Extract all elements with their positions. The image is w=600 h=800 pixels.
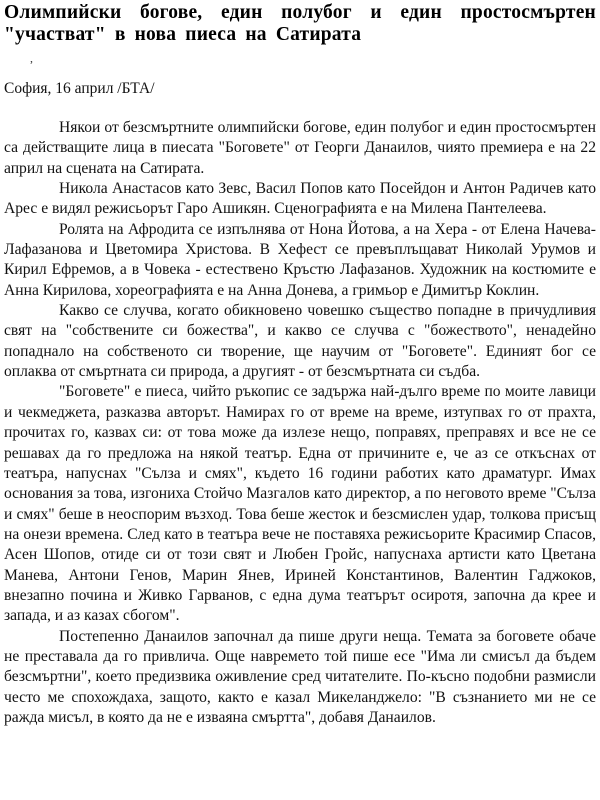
paragraph-1: Някои от безсмъртните олимпийски богове, един полубог и един простосмъртен са действащите лица в пиесата "Боговете" от Георги Данаилов, чиято премиера е на 22 април на сцената на Сатирата. [4, 119, 596, 177]
article-title: Олимпийски богове, един полубог и един простосмъртен "участват" в нова пиеса на Сатирата [4, 2, 596, 45]
paragraph-5: "Боговете" е пиеса, чийто ръкопис се задържа най-дълго време по моите лавици и чекмеджета, разказва авторът. Намирах го от време на време, изтупвах го от прахта, прочитах го, казвах си: от това може да излезе нещо, поправях, преправях и все не се решавах да го предложа на някой театър. Една от причините е, че аз се откъснах от театъра, напуснах "Сълза и смях", където 16 години работих като драматург. Имах основания за това, изгониха Стойчо Мазгалов като директор, а по неговото време "Сълза и смях" беше в неоспорим възход. Това беше жесток и безсмислен удар, толкова присъщ на онези времена. След като в театъра вече не поставяха режисьорите Красимир Спасов, Асен Шопов, отиде си от този свят и Любен Гройс, напуснаха артисти като Цветана Манева, Антони Генов, Марин Янев, Ириней Константинов, Валентин Гаджоков, внезапно почина и Живко Гарванов, с една дума театърът осиротя, започна да крее и запада, и аз казах сбогом". [4, 383, 596, 625]
paragraph-4: Какво се случва, когато обикновено човешко същество попадне в причудливия свят на "собствените си божества", и какво се случва с "божеството", ненадейно попаднало на собственото си творение, ще научим от "Боговете". Единият бог се оплаква от смъртната си природа, а другият - от безсмъртната си съдба. [4, 302, 596, 381]
paragraph-2: Никола Анастасов като Зевс, Васил Попов като Посейдон и Антон Радичев като Арес е видял режисьорът Гаро Ашикян. Сценографията е на Милена Пантелеева. [4, 180, 596, 218]
paragraph-3: Ролята на Афродита се изпълнява от Нона Йотова, а на Хера - от Елена Начева-Лафазанова и Цветомира Христова. В Хефест се превъплъщават Николай Урумов и Кирил Ефремов, а в Човека - естествено Кръстю Лафазанов. Художник на костюмите е Анна Кирилова, хореографията е на Анна Донева, а гримьор е Димитър Коклин. [4, 220, 596, 299]
dateline: София, 16 април /БТА/ [4, 80, 155, 97]
stray-mark: , [30, 51, 33, 65]
document-page [4, 2, 596, 46]
paragraph-6: Постепенно Данаилов започнал да пише други неща. Темата за боговете обаче не преставала да го привлича. Още навремето той пише есе "Има ли смисъл да бъдем безсмъртни", което предизвика оживление сред читателите. По-късно подобни размисли често ме спохождаха, защото, както е казал Микеланджело: "В съзнанието ми не се ражда мисъл, в която да не е изваяна смъртта", добавя Данаилов. [4, 627, 596, 726]
article-body [4, 118, 596, 728]
